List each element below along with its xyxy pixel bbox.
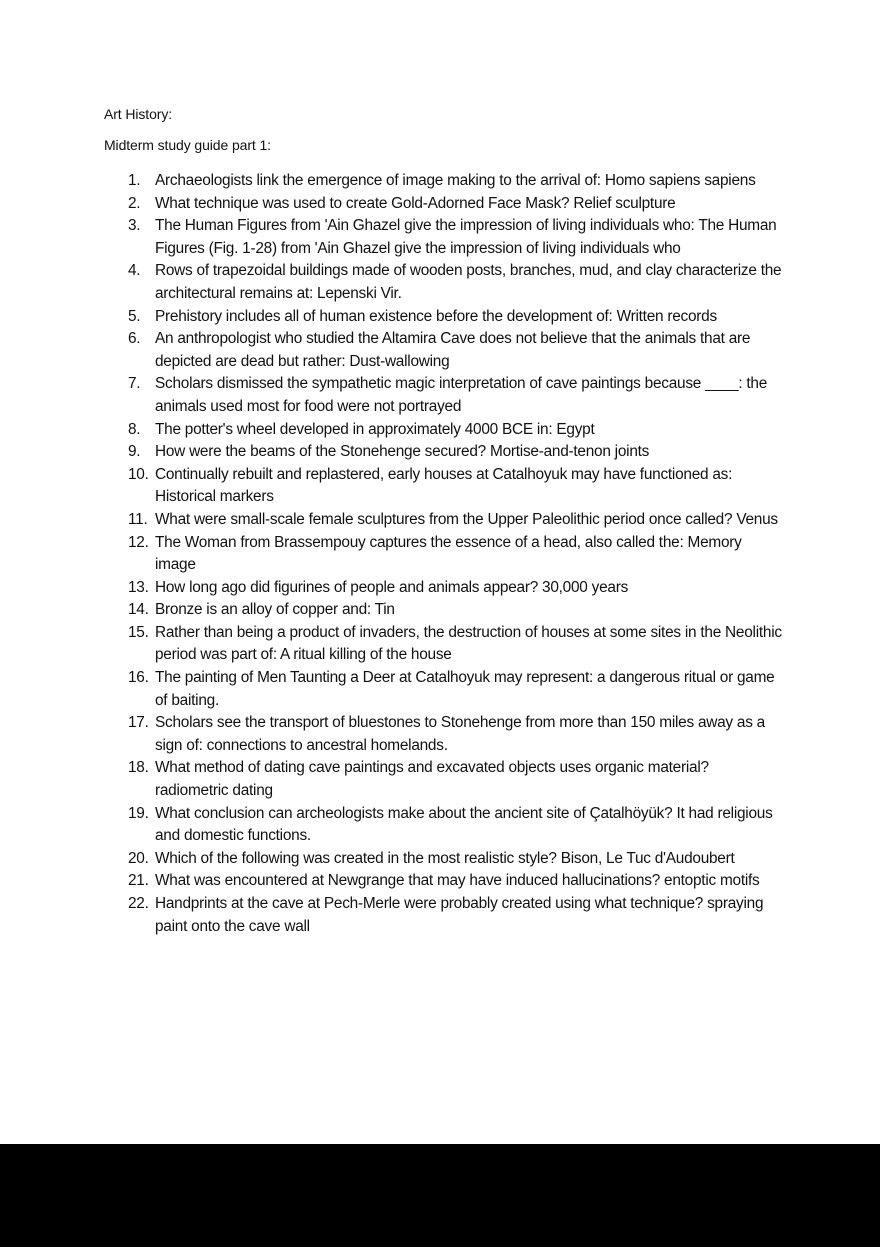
item-text: What was encountered at Newgrange that may have induced hallucinations? entoptic motifs	[155, 872, 760, 890]
item-number: 7.	[128, 375, 141, 393]
item-number: 4.	[128, 262, 141, 280]
item-text: How were the beams of the Stonehenge secured? Mortise-and-tenon joints	[155, 443, 650, 461]
item-number: 18.	[128, 759, 149, 777]
item-number: 19.	[128, 804, 149, 822]
item-number: 8.	[128, 420, 141, 438]
item-number: 6.	[128, 330, 141, 348]
item-number: 1.	[128, 172, 141, 189]
item-number: 20.	[128, 849, 149, 867]
list-item	[104, 328, 784, 373]
list-item	[104, 893, 784, 938]
list-item	[104, 260, 784, 305]
item-text: Which of the following was created in the most realistic style? Bison, Le Tuc d'Audoubert	[155, 849, 735, 867]
item-number: 3.	[128, 217, 141, 235]
list-item	[104, 667, 784, 712]
item-text: How long ago did figurines of people and animals appear? 30,000 years	[155, 578, 629, 596]
item-text: Continually rebuilt and replastered, early houses at Catalhoyuk may have functioned as: Historical markers	[155, 465, 733, 506]
list-item	[104, 577, 784, 600]
item-number: 17.	[128, 714, 149, 732]
item-text: Scholars dismissed the sympathetic magic interpretation of cave paintings because ____: the animals used most for food were not portrayed	[155, 375, 768, 415]
list-item	[104, 622, 784, 667]
item-text: Handprints at the cave at Pech-Merle were probably created using what technique? spraying paint onto the cave wall	[155, 895, 764, 935]
list-item	[104, 757, 784, 802]
list-item	[104, 848, 784, 871]
item-text: What method of dating cave paintings and excavated objects uses organic material? radiometric dating	[155, 759, 709, 800]
item-text: The potter's wheel developed in approximately 4000 BCE in: Egypt	[155, 420, 595, 438]
item-text: Bronze is an alloy of copper and: Tin	[155, 601, 395, 619]
item-text: Archaeologists link the emergence of image making to the arrival of: Homo sapiens sapiens	[155, 172, 756, 189]
item-number: 12.	[128, 533, 149, 551]
item-number: 2.	[128, 194, 141, 212]
item-number: 22.	[128, 895, 149, 912]
question-list	[104, 170, 784, 938]
list-item	[104, 712, 784, 757]
course-title: Art History:	[104, 106, 173, 122]
list-item	[104, 441, 784, 464]
item-number: 9.	[128, 443, 141, 461]
item-text: What technique was used to create Gold-Adorned Face Mask? Relief sculpture	[155, 194, 676, 212]
list-item	[104, 803, 784, 848]
item-number: 14.	[128, 601, 149, 619]
item-text: The Human Figures from 'Ain Ghazel give the impression of living individuals who: The Human Figures (Fig. 1-28) from 'Ain Ghazel give the impression of living individuals who	[155, 217, 777, 257]
list-item	[104, 464, 784, 509]
item-text: An anthropologist who studied the Altamira Cave does not believe that the animals that are depicted are dead but rather: Dust-wallowing	[155, 330, 751, 370]
item-text: Rather than being a product of invaders, the destruction of houses at some sites in the Neolithic period was part of: A ritual killing of the house	[155, 623, 782, 664]
item-text: Prehistory includes all of human existence before the development of: Written records	[155, 307, 717, 325]
item-text: What conclusion can archeologists make about the ancient site of Çatalhöyük? It had religious and domestic functions.	[155, 804, 773, 845]
list-item	[104, 532, 784, 577]
study-guide-subtitle: Midterm study guide part 1:	[104, 137, 271, 153]
item-number: 15.	[128, 623, 149, 641]
list-item	[104, 170, 784, 193]
item-number: 10.	[128, 465, 149, 483]
list-item	[104, 419, 784, 442]
list-item	[104, 306, 784, 329]
item-number: 16.	[128, 669, 149, 687]
item-text: What were small-scale female sculptures from the Upper Paleolithic period once called? Venus	[155, 510, 778, 528]
item-text: The Woman from Brassempouy captures the essence of a head, also called the: Memory image	[155, 533, 742, 574]
item-number: 11.	[128, 510, 148, 528]
item-number: 21.	[128, 872, 149, 890]
item-number: 5.	[128, 307, 141, 325]
list-item	[104, 215, 784, 260]
list-item	[104, 509, 784, 532]
item-text: Rows of trapezoidal buildings made of wooden posts, branches, mud, and clay characterize the architectural remains at: Lepenski Vir.	[155, 262, 782, 302]
list-item	[104, 193, 784, 216]
item-text: The painting of Men Taunting a Deer at Catalhoyuk may represent: a dangerous ritual or game of baiting.	[155, 669, 775, 709]
item-number: 13.	[128, 578, 149, 596]
item-text: Scholars see the transport of bluestones to Stonehenge from more than 150 miles away as a sign of: connections to ancestral homelands.	[155, 714, 765, 754]
list-item	[104, 870, 784, 893]
list-item	[104, 373, 784, 418]
list-item	[104, 599, 784, 622]
